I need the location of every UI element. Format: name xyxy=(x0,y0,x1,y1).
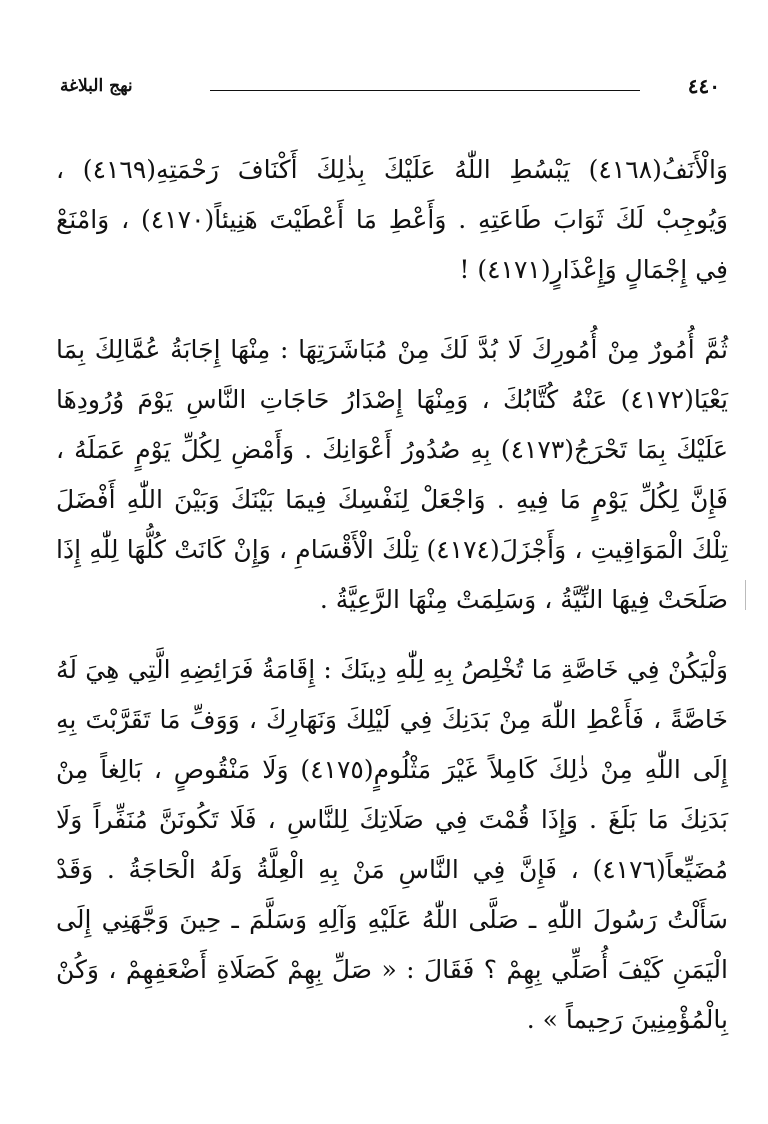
header-rule xyxy=(210,90,640,91)
page-number: ٤٤٠ xyxy=(687,74,720,98)
book-title: نهج البلاغة xyxy=(60,76,133,96)
page-header xyxy=(60,74,720,104)
paragraph: ثُمَّ أُمُورٌ مِنْ أُمُورِكَ لَا بُدَّ لَكَ مِنْ مُبَاشَرَتِهَا : مِنْهَا إِجَابَةُ عُمَّالِكَ بِمَا يَعْيَا(٤١٧٢) عَنْهُ كُتَّابُكَ ، وَمِنْهَا إِصْدَارُ حَاجَاتِ النَّاسِ يَوْمَ وُرُودِهَا عَلَيْكَ بِمَا تَحْرَجُ(٤١٧٣) بِهِ صُدُورُ أَعْوَانِكَ . وَأَمْضِ لِكُلِّ يَوْمٍ عَمَلَهُ ، فَإِنَّ لِكُلِّ يَوْمٍ مَا فِيهِ . وَاجْعَلْ لِنَفْسِكَ فِيمَا بَيْنَكَ وَبَيْنَ اللّٰهِ أَفْضَلَ تِلْكَ الْمَوَاقِيتِ ، وَأَجْزَلَ(٤١٧٤) تِلْكَ الْأَقْسَامِ ، وَإِنْ كَانَتْ كُلُّهَا لِلّٰهِ إِذَا صَلَحَتْ فِيهَا النِّيَّةُ ، وَسَلِمَتْ مِنْهَا الرَّعِيَّةُ . xyxy=(56,335,728,614)
paragraph: وَلْيَكُنْ فِي خَاصَّةِ مَا تُخْلِصُ بِهِ لِلّٰهِ دِينَكَ : إِقَامَةُ فَرَائِضِهِ الَّتِي هِيَ لَهُ خَاصَّةً ، فَأَعْطِ اللّٰهَ مِنْ بَدَنِكَ فِي لَيْلِكَ وَنَهَارِكَ ، وَوَفِّ مَا تَقَرَّبْتَ بِهِ إِلَى اللّٰهِ مِنْ ذٰلِكَ كَامِلاً غَيْرَ مَثْلُومٍ(٤١٧٥) وَلَا مَنْقُوصٍ ، بَالِغاً مِنْ بَدَنِكَ مَا بَلَغَ . وَإِذَا قُمْتَ فِي صَلَاتِكَ لِلنَّاسِ ، فَلَا تَكُونَنَّ مُنَفِّراً وَلَا مُضَيِّعاً(٤١٧٦) ، فَإِنَّ فِي النَّاسِ مَنْ بِهِ الْعِلَّةُ وَلَهُ الْحَاجَةُ . وَقَدْ سَأَلْتُ رَسُولَ اللّٰهِ ـ صَلَّى اللّٰهُ عَلَيْهِ وَآلِهِ وَسَلَّمَ ـ حِينَ وَجَّهَنِي إِلَى الْيَمَنِ كَيْفَ أُصَلِّي بِهِمْ ؟ فَقَالَ : « صَلِّ بِهِمْ كَصَلَاةِ أَضْعَفِهِمْ ، وَكُنْ بِالْمُؤْمِنِينَ رَحِيماً » . xyxy=(56,655,728,1034)
paragraph: وَالْأَنَفُ(٤١٦٨) يَبْسُطِ اللّٰهُ عَلَيْكَ بِذٰلِكَ أَكْنَافَ رَحْمَتِهِ(٤١٦٩) ، وَيُوجِبْ لَكَ ثَوَابَ طَاعَتِهِ . وَأَعْطِ مَا أَعْطَيْتَ هَنِيئاً(٤١٧٠) ، وَامْنَعْ فِي إِجْمَالٍ وَإِعْذَارٍ(٤١٧١) ! xyxy=(56,155,728,284)
scan-mark xyxy=(745,580,746,610)
